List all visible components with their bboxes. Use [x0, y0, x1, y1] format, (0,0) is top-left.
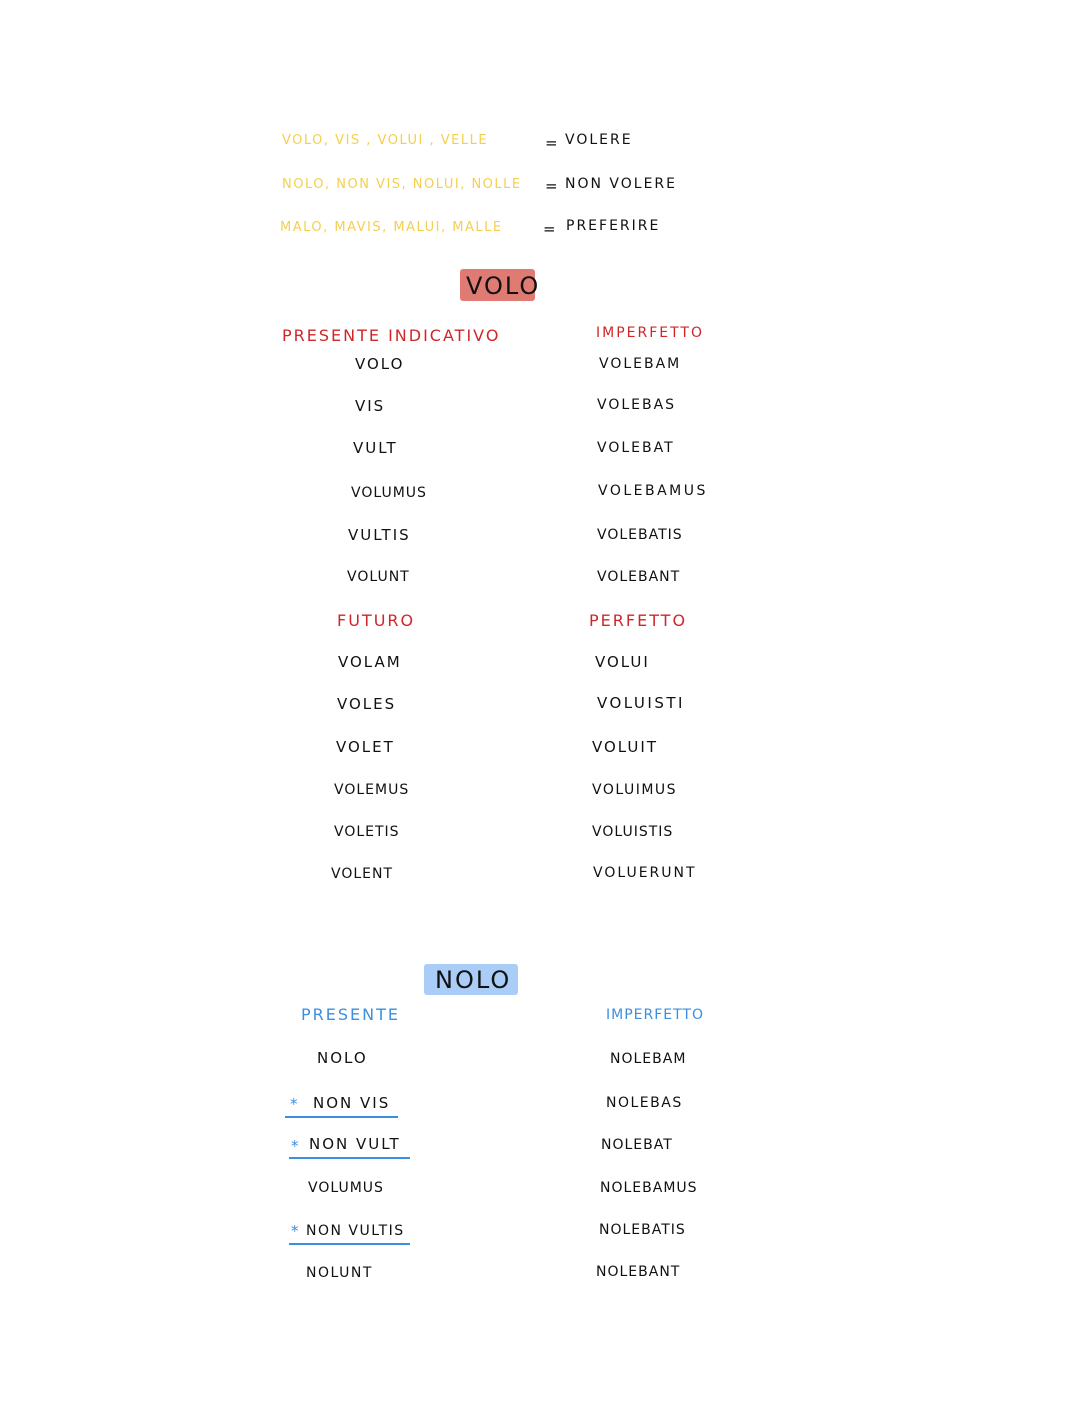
volo-futuro-heading: FUTURO	[337, 611, 416, 630]
underline	[289, 1157, 410, 1159]
non-volere-meaning: NON VOLERE	[565, 176, 677, 192]
preferire-meaning: PREFERIRE	[566, 218, 661, 234]
nolo-imperfetto-heading: IMPERFETTO	[606, 1007, 704, 1023]
equals-sign: =	[543, 220, 558, 238]
nolo-presente-form: NON VULT	[309, 1135, 401, 1153]
star-marker: *	[290, 1095, 300, 1113]
volo-futuro-form: VOLES	[337, 695, 397, 713]
nolo-imperfetto-form: NOLEBAM	[610, 1051, 687, 1067]
volo-imperfetto-form: VOLEBAS	[597, 397, 677, 413]
volo-principal-parts: VOLO, VIS , VOLUI , VELLE	[282, 133, 489, 148]
volo-presente-form: VOLUMUS	[351, 485, 427, 501]
nolo-imperfetto-form: NOLEBAMUS	[600, 1180, 698, 1196]
volo-presente-form: VOLUNT	[347, 569, 410, 585]
underline	[289, 1243, 410, 1245]
volo-presente-form: VULT	[353, 439, 398, 457]
star-marker: *	[291, 1222, 301, 1240]
volo-futuro-form: VOLETIS	[334, 824, 400, 840]
volo-imperfetto-form: VOLEBANT	[597, 569, 681, 585]
volo-imperfetto-heading: IMPERFETTO	[596, 325, 704, 341]
nolo-imperfetto-form: NOLEBANT	[596, 1264, 681, 1280]
nolo-presente-form: NOLO	[317, 1049, 368, 1067]
volo-imperfetto-form: VOLEBAM	[599, 356, 682, 372]
volo-perfetto-heading: PERFETTO	[589, 611, 688, 630]
volo-presente-form: VOLO	[355, 355, 405, 373]
volo-presente-heading: PRESENTE INDICATIVO	[282, 326, 501, 345]
volo-perfetto-form: VOLUERUNT	[593, 865, 697, 881]
equals-sign: =	[545, 134, 560, 152]
volo-presente-form: VIS	[355, 397, 386, 415]
volo-futuro-form: VOLENT	[331, 866, 394, 882]
nolo-imperfetto-form: NOLEBATIS	[599, 1222, 686, 1238]
volo-futuro-form: VOLEMUS	[334, 782, 410, 798]
volo-perfetto-form: VOLUIMUS	[592, 782, 678, 798]
nolo-presente-form: NOLUNT	[306, 1265, 373, 1281]
volo-futuro-form: VOLET	[336, 738, 395, 756]
nolo-imperfetto-form: NOLEBAS	[606, 1095, 683, 1111]
underline	[285, 1116, 398, 1118]
volo-futuro-form: VOLAM	[338, 653, 402, 671]
equals-sign: =	[545, 177, 560, 195]
nolo-presente-heading: PRESENTE	[301, 1005, 400, 1024]
volo-perfetto-form: VOLUI	[595, 653, 650, 671]
star-marker: *	[291, 1137, 301, 1155]
nolo-title: NOLO	[435, 966, 512, 994]
volo-imperfetto-form: VOLEBATIS	[597, 527, 683, 543]
nolo-presente-form: NON VULTIS	[306, 1223, 405, 1239]
volo-title: VOLO	[466, 272, 541, 300]
volo-perfetto-form: VOLUISTIS	[592, 824, 674, 840]
volo-imperfetto-form: VOLEBAMUS	[598, 483, 708, 499]
volere-meaning: VOLERE	[565, 132, 633, 148]
volo-perfetto-form: VOLUIT	[592, 738, 658, 756]
nolo-presente-form: NON VIS	[313, 1094, 391, 1112]
volo-imperfetto-form: VOLEBAT	[597, 440, 675, 456]
volo-perfetto-form: VOLUISTI	[597, 694, 685, 712]
volo-presente-form: VULTIS	[348, 526, 411, 544]
nolo-presente-form: VOLUMUS	[308, 1180, 384, 1196]
nolo-principal-parts: NOLO, NON VIS, NOLUI, NOLLE	[282, 177, 522, 192]
malo-principal-parts: MALO, MAVIS, MALUI, MALLE	[280, 220, 503, 235]
nolo-imperfetto-form: NOLEBAT	[601, 1137, 673, 1153]
